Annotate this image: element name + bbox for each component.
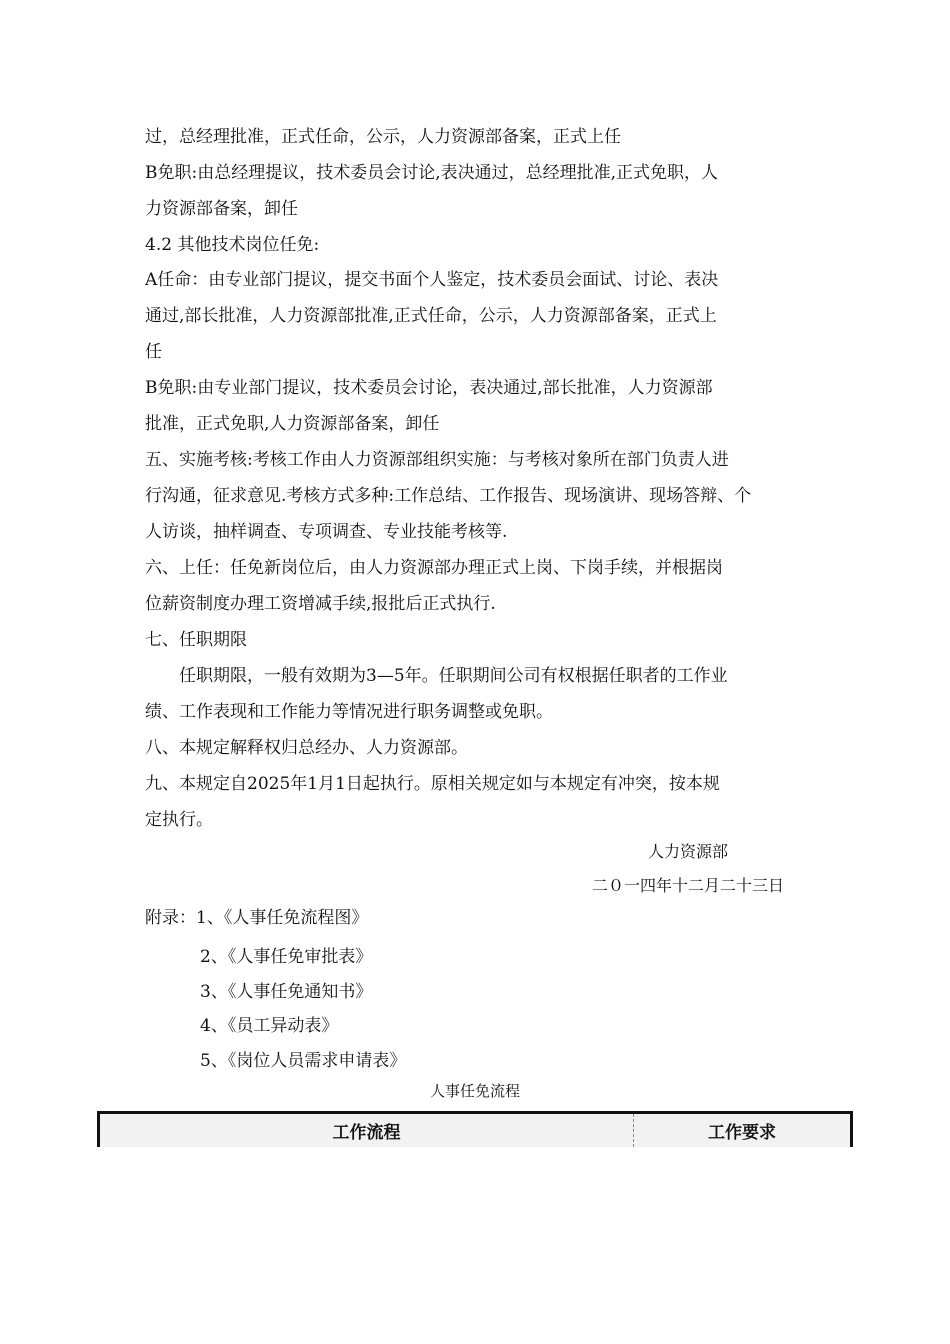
header-process: 工作流程 (100, 1114, 634, 1147)
header-requirements: 工作要求 (708, 1123, 776, 1143)
text-line: A任命：由专业部门提议，提交书面个人鉴定，技术委员会面试、讨论、表决 (145, 270, 719, 290)
appendix-label: 附录：1、《人事任免流程图》 (145, 908, 369, 928)
signature-date: 二０一四年十二月二十三日 (592, 876, 785, 895)
text-line: B免职:由专业部门提议，技术委员会讨论，表决通过,部长批准，人力资源部 (145, 378, 713, 398)
appendix-list (200, 940, 406, 1078)
text-line: 九、本规定自2025年1月1日起执行。原相关规定如与本规定有冲突，按本规 (145, 774, 720, 794)
text-line: 任职期限，一般有效期为3—5年。任职期间公司有权根据任职者的工作业 (179, 666, 728, 686)
appendix-item: 5、《岗位人员需求申请表》 (200, 1050, 407, 1071)
section-heading: 七、任职期限 (145, 630, 247, 650)
text-line: 任 (145, 342, 162, 362)
text-line: 绩、工作表现和工作能力等情况进行职务调整或免职。 (145, 702, 553, 722)
flow-title: 人事任免流程 (429, 1082, 520, 1100)
text-line: 六、上任：任免新岗位后，由人力资源部办理正式上岗、下岗手续，并根据岗 (145, 558, 723, 578)
text-line: 力资源部备案，卸任 (145, 199, 298, 219)
text-line: 五、实施考核:考核工作由人力资源部组织实施：与考核对象所在部门负责人进 (145, 450, 729, 470)
text-line: 批准，正式免职,人力资源部备案，卸任 (145, 414, 440, 434)
flow-table-header (97, 1111, 853, 1147)
text-line: 通过,部长批准，人力资源部批准,正式任命，公示，人力资源部备案，正式上 (145, 306, 717, 326)
text-line: 过，总经理批准，正式任命，公示，人力资源部备案，正式上任 (145, 127, 621, 147)
appendix-item: 3、《人事任免通知书》 (200, 981, 373, 1002)
text-line: B免职:由总经理提议，技术委员会讨论,表决通过，总经理批准,正式免职，人 (145, 163, 719, 183)
appendix-item: 4、《员工异动表》 (200, 1016, 339, 1036)
text-line: 八、本规定解释权归总经办、人力资源部。 (145, 738, 468, 758)
text-line: 位薪资制度办理工资增减手续,报批后正式执行. (145, 594, 496, 614)
signature-department: 人力资源部 (648, 842, 729, 861)
text-line: 定执行。 (145, 810, 213, 830)
text-line: 行沟通，征求意见.考核方式多种:工作总结、工作报告、现场演讲、现场答辩、个 (145, 486, 752, 506)
text-line: 人访谈，抽样调查、专项调查、专业技能考核等. (145, 522, 508, 542)
text-line: 4.2 其他技术岗位任免: (145, 235, 320, 255)
appendix-item: 2、《人事任免审批表》 (200, 947, 373, 967)
